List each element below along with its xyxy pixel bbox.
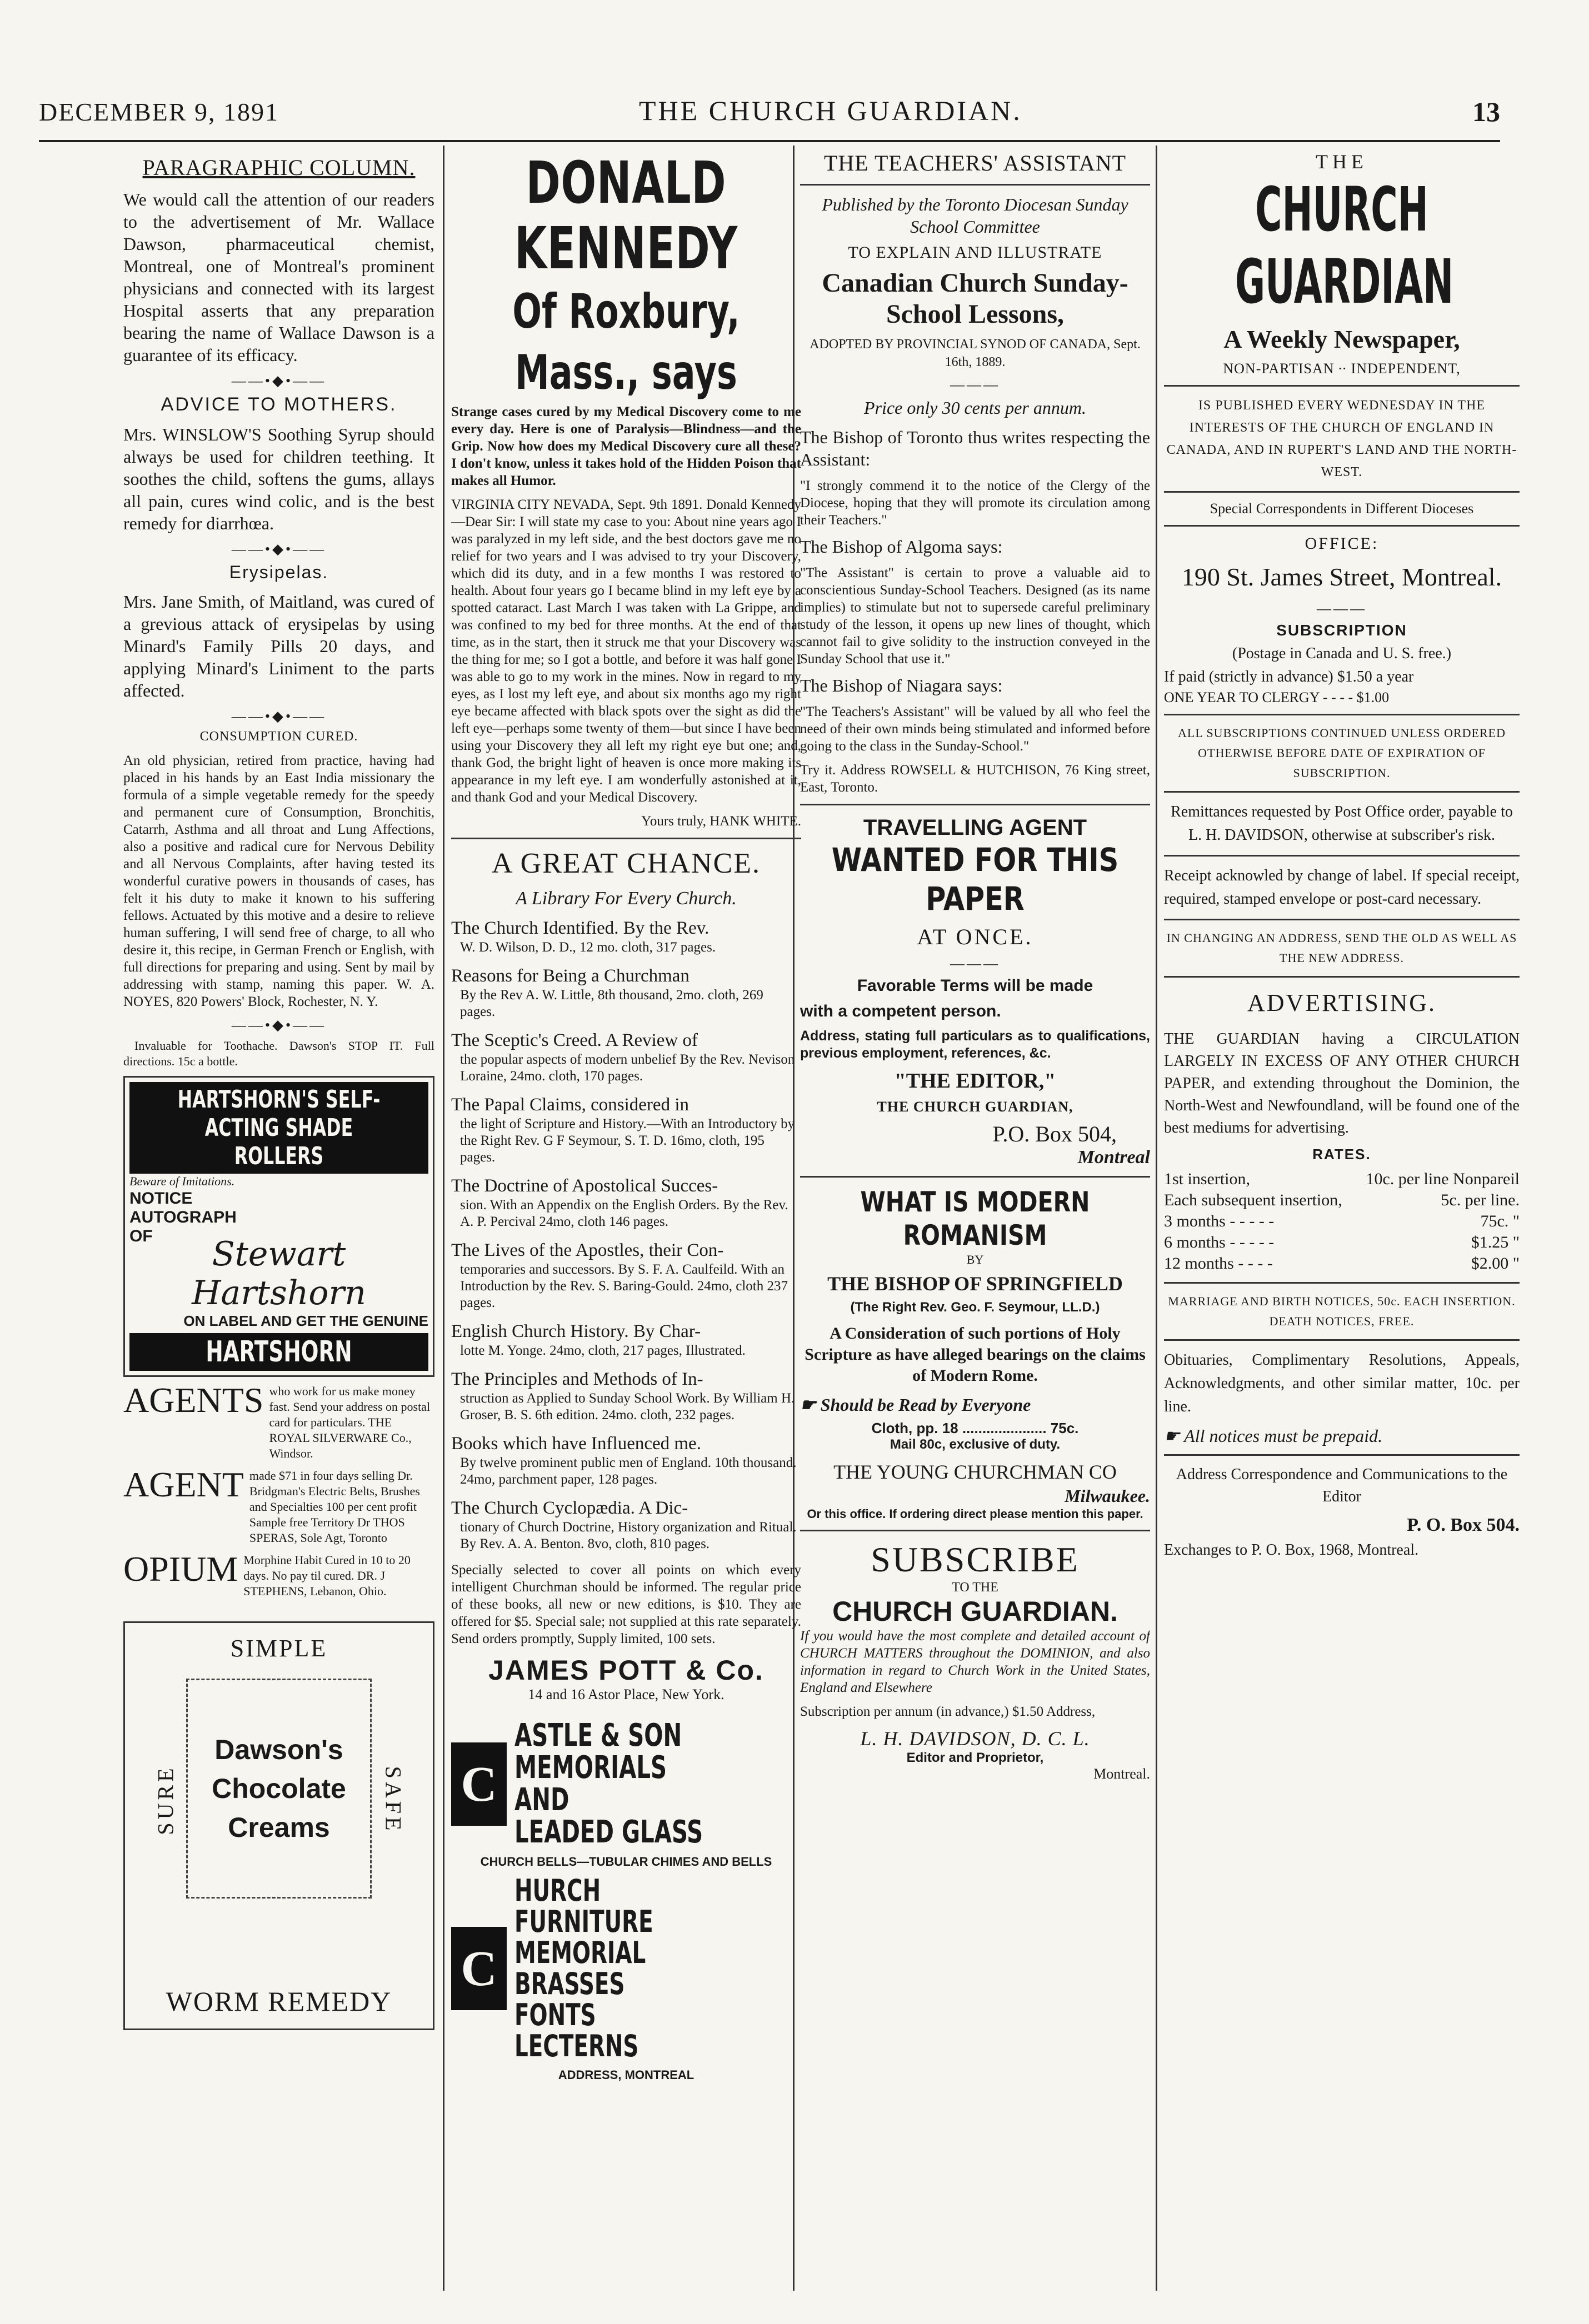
book-item: [451, 1497, 801, 1552]
masthead-published: IS PUBLISHED EVERY WEDNESDAY IN THE INTERESTS OF THE CHURCH OF ENGLAND IN CANADA, AND IN RUPERT'S LAND AND THE NORTH-WEST.: [1166, 398, 1517, 479]
agents-text: who work for us make money fast. Send your address on postal card for particulars. THE ROYAL SILVERWARE Co., Windsor.: [269, 1384, 431, 1460]
section-rule: [1164, 491, 1520, 493]
agent-text: made $71 in four days selling Dr. Bridgman's Electric Belts, Brushes and Specialties 100 per cent profit Sample free Territory Dr THOS SPERAS, Sole Agt, Toronto: [249, 1469, 420, 1545]
romanism-city: Milwaukee.: [1065, 1486, 1150, 1506]
column-4: [1164, 150, 1520, 2285]
book-description: W. D. Wilson, D. D., 12 mo. cloth, 317 pages.: [460, 940, 716, 955]
castle-line-3: LEADED GLASS: [514, 1814, 703, 1850]
section-rule: [1164, 1454, 1520, 1456]
advertising-title: ADVERTISING.: [1247, 989, 1437, 1016]
masthead-title: CHURCH GUARDIAN: [1235, 174, 1454, 317]
prepaid-text: All notices must be prepaid.: [1184, 1426, 1383, 1446]
castle-line-2: MEMORIALS AND: [514, 1750, 667, 1818]
rate-item: 12 months - - - -: [1164, 1254, 1273, 1273]
book-description: temporaries and successors. By S. F. A. Caulfeild. With an Introduction by the Rev. S. Baring-Gould. 24mo, cloth 237 pages.: [460, 1262, 788, 1310]
rate-item: 3 months - - - - -: [1164, 1212, 1275, 1230]
remittances: Remittances requested by Post Office order, payable to L. H. DAVIDSON, otherwise at subscriber's risk.: [1171, 803, 1513, 844]
chance-note: Specially selected to cover all points on which every intelligent Churchman should be informed. The regular price of these books, all new or new editions, is $10. They are offered for $5. Special sale; not supplied at this rate separately. Send orders promptly, Supply limited, 100 sets.: [451, 1562, 801, 1646]
book-description: the light of Scripture and History.—With an Introductory by the Right Rev. G F Seymour, S. T. D. 16mo, cloth, 195 pages.: [460, 1116, 795, 1165]
book-description: struction as Applied to Sunday School Work. By William H. Groser, B. S. 6th edition. 24mo. cloth, 232 pages.: [460, 1391, 795, 1423]
book-title: Reasons for Being a Churchman: [451, 966, 689, 986]
box-number: P. O. Box 504.: [1407, 1515, 1520, 1535]
romanism-mail: Mail 80c, exclusive of duty.: [890, 1437, 1061, 1452]
chance-subtitle: A Library For Every Church.: [516, 888, 737, 909]
book-item: [451, 1433, 801, 1488]
ornament: ——•◆•——: [231, 708, 327, 724]
kennedy-title: DONALD KENNEDY: [514, 150, 738, 282]
agent-heading: AGENT: [123, 1465, 244, 1504]
consumption-heading: CONSUMPTION CURED.: [199, 729, 358, 744]
rates-list: [1164, 1169, 1520, 1274]
obituaries: Obituaries, Complimentary Resolutions, Appeals, Acknowledgments, and other similar matter, 10c. per line.: [1164, 1351, 1520, 1415]
castle-small: CHURCH BELLS—TUBULAR CHIMES AND BELLS: [480, 1855, 772, 1869]
castle-line-4: HURCH FURNITURE: [514, 1873, 653, 1939]
teachers-publisher: Published by the Toronto Diocesan Sunday School Committee: [822, 194, 1128, 237]
section-rule: [800, 1530, 1150, 1531]
subscribe-role: Editor and Proprietor,: [906, 1750, 1044, 1765]
dawson-line-3: Creams: [228, 1812, 330, 1843]
section-rule: [1164, 919, 1520, 920]
agents-heading: AGENTS: [123, 1380, 264, 1420]
paper-title: THE CHURCH GUARDIAN.: [639, 95, 1022, 126]
dawson-left-label: SURE: [153, 1765, 178, 1835]
teachers-bishop-toronto: The Bishop of Toronto thus writes respecting the Assistant:: [800, 427, 1150, 469]
book-item: [451, 1029, 801, 1085]
subscription-label: SUBSCRIPTION: [1276, 622, 1407, 639]
dawson-bottom: WORM REMEDY: [166, 1986, 392, 2017]
book-title: English Church History. By Char-: [451, 1321, 701, 1341]
teachers-price: Price only 30 cents per annum.: [864, 398, 1086, 418]
receipt-note: Receipt acknowled by change of label. If special receipt, required, stamped envelope or post-card necessary.: [1164, 867, 1520, 908]
masthead-correspondents: Special Correspondents in Different Dioceses: [1210, 500, 1474, 517]
opium-ad: [123, 1549, 434, 1599]
book-item: [451, 1320, 801, 1359]
subscription-continued: ALL SUBSCRIPTIONS CONTINUED UNLESS ORDERED OTHERWISE BEFORE DATE OF EXPIRATION OF SUBSCRIPTION.: [1178, 726, 1506, 780]
teachers-bishop-algoma: The Bishop of Algoma says:: [800, 537, 1003, 557]
agent-editor: "THE EDITOR,": [894, 1069, 1056, 1093]
subscription-clergy: ONE YEAR TO CLERGY - - - - $1.00: [1164, 689, 1390, 705]
section-rule: [800, 184, 1150, 186]
subscribe-title: SUBSCRIBE: [871, 1540, 1080, 1579]
prepaid-note: ☛ All notices must be prepaid.: [1164, 1426, 1383, 1446]
teachers-explain: TO EXPLAIN AND ILLUSTRATE: [848, 243, 1102, 262]
masthead-weekly: A Weekly Newspaper,: [1223, 325, 1460, 353]
hartshorn-ad: [123, 1076, 434, 1377]
page-number: 13: [1472, 96, 1500, 127]
agent-ad: [123, 1465, 434, 1546]
page-header: [39, 83, 1500, 133]
subscribe-to: TO THE: [952, 1580, 998, 1595]
paragraph-consumption: An old physician, retired from practice, having had placed in his hands by an East India missionary the formula of a simple vegetable remedy for the speedy and permanent cure of Consumption, Bronchitis, Catarrh, Asthma and all throat and Lung Affections, also a positive and radical cure for Nervous Debility and all Nervous Complaints, after having tested its wonderful curative powers in thousands of cases, has felt it his duty to make it known to his suffering fellows. Actuated by this motive and a desire to relieve human suffering, I will send free of charge, to all who desire it, this recipe, in German French or English, with full directions for preparing and using. Sent by mail by addressing with stamp, naming this paper. W. A. NOYES, 820 Powers' Block, Rochester, N. Y.: [123, 753, 434, 1009]
rate-price: $1.25 ": [1471, 1233, 1520, 1251]
subscribe-text: If you would have the most complete and detailed account of CHURCH MATTERS throughout the DOMINION, and also information in regard to Church Work in the United States, England and Elsewhere: [800, 1629, 1150, 1695]
marriage-notices: MARRIAGE AND BIRTH NOTICES, 50c. EACH INSERTION. DEATH NOTICES, FREE.: [1168, 1294, 1516, 1328]
book-title: The Church Identified. By the Rev.: [451, 918, 709, 938]
office-label: OFFICE:: [1305, 534, 1379, 553]
kennedy-letter: VIRGINIA CITY NEVADA, Sept. 9th 1891. Donald Kennedy—Dear Sir: I will state my case to you: About nine years ago I was paralyzed in my left side, and the best doctors gave me no relief for two years and I was advised to try your Discovery, which did its duty, and in a few months I was restored to health. About four years go I became blind in my left eye by a spotted cataract. Last March I was taken with La Grippe, and was confined to my bed for three months. At the end of that time, as in the start, then it struck me that your Discovery was the thing for me; so I got a bottle, and before it was half gone I was able to go to my work in the mines. Now in regard to my eyes, as I lost my left eye, and about six months ago my right eye became affected with black spots over the sight as did the left eye—perhaps some twenty of them—but since I have been using your Discovery they all left my right eye but one; and, thank God, the bright light of heaven is once more making its appearance in my left eye. I am wonderfully astonished at it, and thank God and your Medical Discovery.: [451, 497, 801, 805]
rate-item: 1st insertion,: [1164, 1170, 1250, 1188]
ornament: ——•◆•——: [231, 373, 327, 389]
book-description: By twelve prominent public men of England. 10th thousand. 24mo, parchment paper, 128 pages.: [460, 1455, 797, 1487]
agent-wanted: WANTED FOR THIS PAPER: [831, 841, 1119, 918]
opium-text: Morphine Habit Cured in 10 to 20 days. No pay til cured. DR. J STEPHENS, Lebanon, Ohio.: [243, 1553, 411, 1598]
book-title: The Lives of the Apostles, their Con-: [451, 1240, 724, 1260]
book-description: lotte M. Yonge. 24mo, cloth, 217 pages, Illustrated.: [460, 1343, 746, 1358]
section-rule: [1164, 1339, 1520, 1341]
hartshorn-footer: HARTSHORN: [206, 1335, 352, 1369]
rate-item: 6 months - - - - -: [1164, 1233, 1275, 1251]
column-2: [451, 150, 801, 2285]
ornament: ——•◆•——: [231, 1017, 327, 1033]
castle-ad: [451, 1717, 801, 2083]
section-rule: [1164, 525, 1520, 527]
erysipelas-heading: Erysipelas.: [229, 562, 329, 582]
castle-bottom: ADDRESS, MONTREAL: [558, 2068, 694, 2082]
agent-address: Address, stating full particulars as to qualifications, previous employment, references, &c.: [800, 1028, 1150, 1061]
teachers-title: THE TEACHERS' ASSISTANT: [823, 151, 1127, 176]
dawson-ad: [123, 1621, 434, 2030]
kennedy-intro: Strange cases cured by my Medical Discovery come to me every day. Here is one of Paralysis—Blindness—and the Grip. Now how does my Medical Discovery cure all these? I don't know, unless it takes hold of the Hidden Poison that makes all Humor.: [451, 404, 801, 488]
kennedy-subtitle: Of Roxbury, Mass., says: [512, 284, 740, 400]
romanism-read: ☛ Should be Read by Everyone: [800, 1395, 1031, 1415]
section-rule: [1164, 385, 1520, 387]
agent-title: TRAVELLING AGENT: [863, 815, 1087, 840]
subscribe-name: L. H. DAVIDSON, D. C. L.: [860, 1727, 1090, 1750]
column-3: [800, 150, 1150, 2285]
advertising-text: THE GUARDIAN having a CIRCULATION LARGELY IN EXCESS OF ANY OTHER CHURCH PAPER, and extending throughout the Dominion, the North-West and Newfoundland, will be found one of the best mediums for advertising.: [1164, 1030, 1520, 1136]
teachers-bishop-niagara: The Bishop of Niagara says:: [800, 675, 1003, 695]
book-title: The Church Cyclopædia. A Dic-: [451, 1498, 688, 1518]
book-title: The Doctrine of Apostolical Succes-: [451, 1176, 718, 1196]
section-rule: [1164, 1282, 1520, 1284]
ornament: ——•◆•——: [231, 541, 327, 557]
subscribe-paper: CHURCH GUARDIAN.: [832, 1596, 1118, 1627]
address-note: Address Correspondence and Communications to the Editor: [1176, 1466, 1508, 1505]
teachers-quote-3: "The Teachers's Assistant" will be valued by all who feel the need of their own minds being stimulated and informed before going to the class in the Sunday-School.": [800, 704, 1150, 754]
office-address: 190 St. James Street, Montreal.: [1181, 563, 1502, 591]
castle-initial-c: C: [451, 1927, 507, 2010]
paragraphic-column-heading: PARAGRAPHIC COLUMN.: [142, 155, 416, 180]
exchanges: Exchanges to P. O. Box, 1968, Montreal.: [1164, 1541, 1419, 1559]
ornament: ———: [950, 377, 1000, 393]
changing-address: IN CHANGING AN ADDRESS, SEND THE OLD AS WELL AS THE NEW ADDRESS.: [1166, 931, 1517, 965]
teachers-lessons: Canadian Church Sunday-School Lessons,: [822, 268, 1128, 329]
paragraph-advice: Mrs. WINSLOW'S Soothing Syrup should always be used for children teething. It soothes the child, softens the gums, allays all pain, cures wind colic, and is the best remedy for diarrhœa.: [123, 424, 434, 533]
dawson-line-2: Chocolate: [212, 1773, 346, 1804]
dawson-right-label: SAFE: [381, 1766, 406, 1834]
romanism-read-text: Should be Read by Everyone: [820, 1395, 1031, 1415]
rate-price: 5c. per line.: [1441, 1191, 1520, 1209]
section-rule: [451, 838, 801, 839]
hartshorn-label: ON LABEL AND GET THE GENUINE: [183, 1313, 428, 1329]
book-description: tionary of Church Doctrine, History organization and Ritual. By Rev. A. A. Benton. 8vo, cloth, 810 pages.: [460, 1520, 797, 1551]
rate-row: [1164, 1232, 1520, 1253]
section-rule: [800, 804, 1150, 805]
book-item: [451, 917, 801, 956]
book-title: The Papal Claims, considered in: [451, 1095, 689, 1115]
subscription-paid: If paid (strictly in advance) $1.50 a year: [1164, 668, 1414, 685]
section-rule: [1164, 714, 1520, 715]
section-rule: [1164, 976, 1520, 978]
teachers-address: Try it. Address ROWSELL & HUTCHISON, 76 King street, East, Toronto.: [800, 763, 1150, 795]
chance-title: A GREAT CHANCE.: [491, 848, 761, 879]
column-divider: [1156, 146, 1157, 2291]
book-item: [451, 1368, 801, 1424]
dawson-line-1: Dawson's: [214, 1734, 343, 1765]
ornament: ———: [1317, 600, 1367, 617]
book-item: [451, 1175, 801, 1230]
book-title: The Sceptic's Creed. A Review of: [451, 1030, 698, 1050]
rate-row: [1164, 1253, 1520, 1274]
romanism-publisher: THE YOUNG CHURCHMAN CO: [833, 1461, 1117, 1483]
book-list: [451, 917, 801, 1552]
rate-row: [1164, 1190, 1520, 1211]
masthead-the: THE: [1316, 151, 1368, 173]
rate-price: 10c. per line Nonpareil: [1366, 1170, 1520, 1188]
section-rule: [800, 1176, 1150, 1178]
castle-line-6: FONTS LECTERNS: [514, 1997, 639, 2063]
paragraph-erysipelas: Mrs. Jane Smith, of Maitland, was cured of a grevious attack of erysipelas by using Minard's Family Pills 20 days, and applying Minard's Liniment to the parts affected.: [123, 592, 434, 700]
agent-box: P.O. Box 504,: [992, 1121, 1117, 1146]
book-item: [451, 1094, 801, 1166]
rate-price: 75c. ": [1480, 1212, 1520, 1230]
castle-initial-c: C: [451, 1742, 507, 1826]
book-description: the popular aspects of modern unbelief By the Rev. Nevison Loraine, 24mo. cloth, 170 pages.: [460, 1052, 795, 1084]
hartshorn-banner: HARTSHORN'S SELF-ACTING SHADE ROLLERS: [177, 1085, 381, 1170]
book-item: [451, 965, 801, 1020]
castle-line-1: ASTLE & SON: [514, 1717, 682, 1754]
hartshorn-signature: Stewart Hartshorn: [192, 1235, 366, 1313]
opium-heading: OPIUM: [123, 1549, 238, 1589]
book-item: [451, 1239, 801, 1311]
agent-once: AT ONCE.: [917, 924, 1033, 949]
teachers-quote-2: "The Assistant" is certain to prove a valuable aid to conscientious Sunday-School Teachers. Designed (as its name implies) to stimulate but not to supersede careful preliminary study of the lesson, it opens up new lines of thought, which cannot fail to give solidity to the instruction conveyed in the Sunday School that use it.": [800, 565, 1150, 667]
romanism-bishop: THE BISHOP OF SPRINGFIELD: [827, 1273, 1123, 1295]
agent-city: Montreal: [1077, 1147, 1150, 1168]
kennedy-signature: Yours truly, HANK WHITE.: [641, 814, 801, 829]
teachers-quote-1: "I strongly commend it to the notice of the Clergy of the Diocese, hoping that they will promote its circulation among their Teachers.": [800, 478, 1150, 528]
book-description: sion. With an Appendix on the English Orders. By the Rev. A. P. Percival 24mo, cloth 146 pages.: [460, 1198, 788, 1229]
romanism-desc: A Consideration of such portions of Holy Scripture as have alleged bearings on the claims of Modern Rome.: [805, 1324, 1146, 1385]
rate-item: Each subsequent insertion,: [1164, 1191, 1342, 1209]
book-title: The Principles and Methods of In-: [451, 1369, 703, 1389]
hartshorn-beware: Beware of Imitations.: [129, 1174, 235, 1188]
agent-with: with a competent person.: [800, 1002, 1001, 1020]
subscription-postage: (Postage in Canada and U. S. free.): [1232, 645, 1452, 662]
hartshorn-notice: NOTICE AUTOGRAPH OF: [129, 1189, 237, 1245]
section-rule: [1164, 791, 1520, 793]
romanism-price: Cloth, pp. 18 ..................... 75c.: [871, 1420, 1079, 1436]
rate-row: [1164, 1169, 1520, 1190]
column-divider: [443, 146, 444, 2291]
masthead-nonpartisan: NON-PARTISAN ∙∙ INDEPENDENT,: [1223, 360, 1461, 377]
toothache-ad: Invaluable for Toothache. Dawson's STOP IT. Full directions. 15c a bottle.: [123, 1039, 434, 1068]
book-description: By the Rev A. W. Little, 8th thousand, 2mo. cloth, 269 pages.: [460, 988, 763, 1019]
teachers-adopted: ADOPTED BY PROVINCIAL SYNOD OF CANADA, Sept. 16th, 1889.: [810, 337, 1141, 369]
rate-row: [1164, 1211, 1520, 1232]
romanism-office: Or this office. If ordering direct please mention this paper.: [807, 1507, 1143, 1521]
subscribe-price: Subscription per annum (in advance,) $1.50 Address,: [800, 1704, 1096, 1719]
subscribe-city: Montreal.: [1093, 1766, 1150, 1782]
rates-label: RATES.: [1312, 1146, 1371, 1163]
issue-date: DECEMBER 9, 1891: [39, 98, 279, 126]
romanism-name: (The Right Rev. Geo. F. Seymour, LL.D.): [850, 1300, 1100, 1315]
agent-paper: THE CHURCH GUARDIAN,: [877, 1099, 1073, 1115]
agent-terms: Favorable Terms will be made: [857, 976, 1093, 995]
romanism-by: BY: [966, 1253, 984, 1266]
castle-line-5: MEMORIAL BRASSES: [514, 1935, 646, 2001]
pott-address: 14 and 16 Astor Place, New York.: [528, 1686, 724, 1702]
pott-name: JAMES POTT & Co.: [488, 1655, 764, 1686]
book-title: Books which have Influenced me.: [451, 1434, 701, 1454]
section-rule: [1164, 855, 1520, 857]
rate-price: $2.00 ": [1471, 1254, 1520, 1273]
column-1: [123, 150, 434, 2285]
ornament: ———: [950, 955, 1000, 971]
dawson-inner-box: [186, 1679, 372, 1899]
romanism-title: WHAT IS MODERN ROMANISM: [860, 1186, 1090, 1251]
dawson-top: SIMPLE: [230, 1635, 328, 1662]
header-rule: [39, 140, 1500, 142]
advice-heading: ADVICE TO MOTHERS.: [161, 394, 397, 415]
paragraph-dawson: We would call the attention of our readers to the advertisement of Mr. Wallace Dawson, pharmaceutical chemist, Montreal, one of Montreal's prominent physicians and connected with its largest Hospital asserts that any preparation bearing the name of Wallace Dawson is a guarantee of its efficacy.: [123, 189, 434, 365]
agents-ad: [123, 1380, 434, 1461]
